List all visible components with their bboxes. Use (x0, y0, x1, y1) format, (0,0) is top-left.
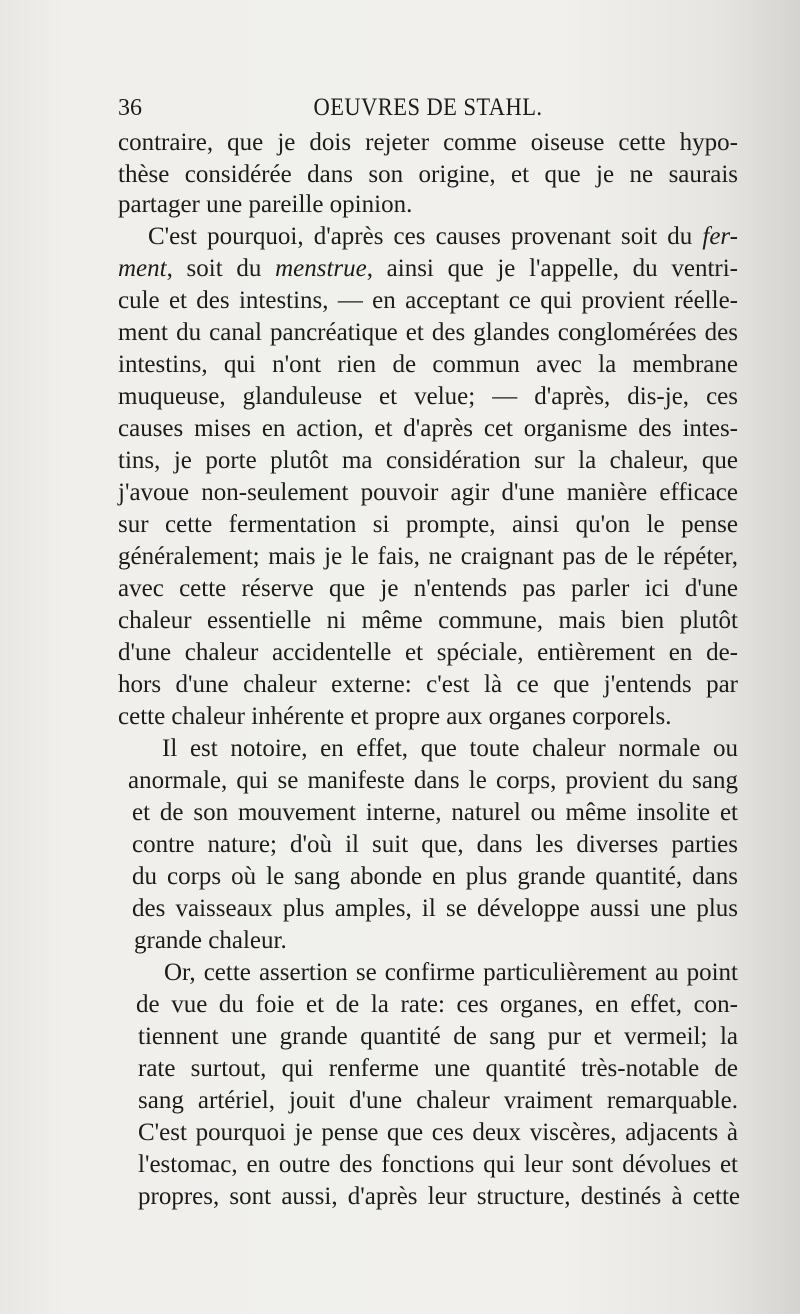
text-line: des vaisseaux plus amples, il se développe aussi une plus (132, 895, 738, 922)
text-line: cule et des intestins, — en acceptant ce qui provient réelle- (118, 287, 738, 314)
text-line: rate surtout, qui renferme une quantité très-notable de (138, 1055, 738, 1082)
text-line: chaleur essentielle ni même commune, mais bien plutôt (118, 607, 738, 634)
text-line: j'avoue non-seulement pouvoir agir d'une manière efficace (118, 479, 738, 506)
text-line: et de son mouvement interne, naturel ou même insolite et (132, 799, 738, 826)
text-line: contraire, que je dois rejeter comme oiseuse cette hypo- (118, 129, 738, 156)
text-line: partager une pareille opinion. (118, 191, 413, 218)
text-line: Or, cette assertion se confirme particulièrement au point (164, 959, 738, 986)
page-header (118, 88, 738, 128)
text-line: cette chaleur inhérente et propre aux organes corporels. (118, 703, 672, 730)
text-line: avec cette réserve que je n'entends pas parler ici d'une (118, 575, 738, 602)
running-title: OEUVRES DE STAHL. (313, 94, 543, 121)
text-line: C'est pourquoi, d'après ces causes provenant soit du fer- (148, 223, 738, 250)
text-line: généralement; mais je le fais, ne craignant pas de le répéter, (118, 543, 738, 570)
text-line: propres, sont aussi, d'après leur structure, destinés à cette (138, 1183, 740, 1210)
text-line: sang artériel, jouit d'une chaleur vraiment remarquable. (138, 1087, 738, 1114)
text-line: anormale, qui se manifeste dans le corps, provient du sang (128, 767, 738, 794)
text-line: intestins, qui n'ont rien de commun avec la membrane (118, 351, 738, 378)
text-line: d'une chaleur accidentelle et spéciale, entièrement en de- (118, 639, 738, 666)
page-number: 36 (118, 95, 142, 121)
text-line: causes mises en action, et d'après cet organisme des intes- (118, 415, 738, 442)
text-line: du corps où le sang abonde en plus grande quantité, dans (132, 863, 738, 890)
text-line: muqueuse, glanduleuse et velue; — d'après, dis-je, ces (118, 383, 738, 410)
text-line: tins, je porte plutôt ma considération sur la chaleur, que (118, 447, 738, 474)
text-line: Il est notoire, en effet, que toute chaleur normale ou (162, 735, 738, 762)
text-line: ment, soit du menstrue, ainsi que je l'appelle, du ventri- (118, 255, 738, 282)
text-line: C'est pourquoi je pense que ces deux viscères, adjacents à (138, 1119, 738, 1146)
text-line: hors d'une chaleur externe: c'est là ce que j'entends par (118, 671, 738, 698)
text-line: sur cette fermentation si prompte, ainsi qu'on le pense (118, 511, 738, 538)
text-line: contre nature; d'où il suit que, dans les diverses parties (132, 831, 738, 858)
text-line: ment du canal pancréatique et des glandes conglomérées des (118, 319, 738, 346)
text-line: de vue du foie et de la rate: ces organes, en effet, con- (136, 991, 738, 1018)
text-line: tiennent une grande quantité de sang pur et vermeil; la (138, 1023, 738, 1050)
text-line: thèse considérée dans son origine, et que je ne saurais (118, 161, 738, 188)
text-line: grande chaleur. (134, 927, 287, 954)
text-line: l'estomac, en outre des fonctions qui leur sont dévolues et (138, 1151, 738, 1178)
